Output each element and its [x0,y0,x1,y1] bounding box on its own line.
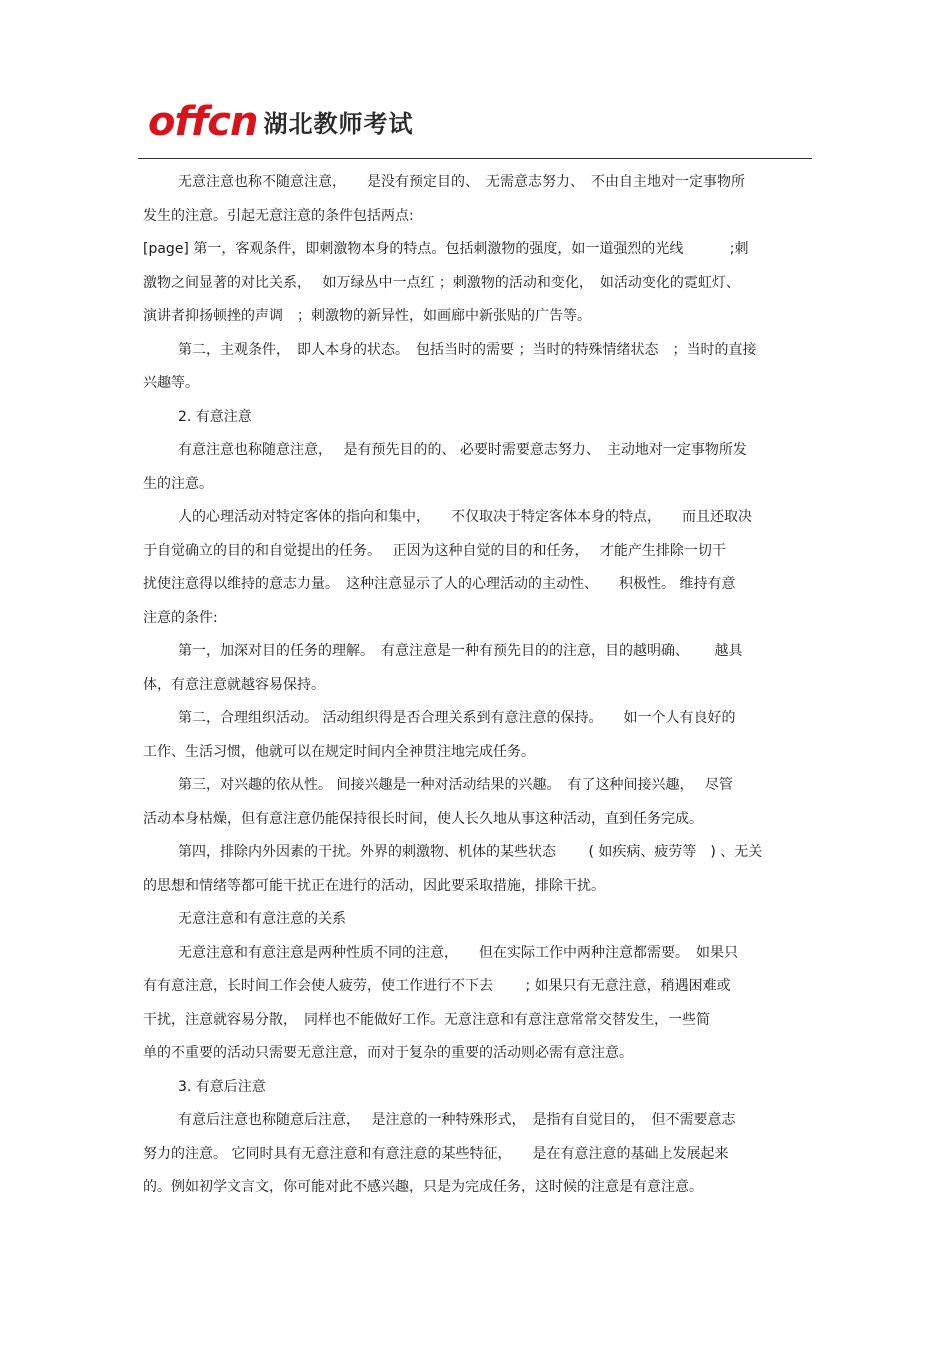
text-line: 无意注意和有意注意的关系 [178,911,346,927]
text-line: 工作、生活习惯，他就可以在规定时间内全神贯注地完成任务。 [143,743,535,760]
text-line: 人的心理活动对特定客体的指向和集中， 不仅取决于特定客体本身的特点， 而且还取决 [178,509,752,525]
text-line: 无意注意和有意注意是两种性质不同的注意， 但在实际工作中两种注意都需要。 如果只 [178,944,738,961]
text-line: [page] 第一，客观条件，即刺激物本身的特点。包括刺激物的强度，如一道强烈的光线 ;刺 [143,241,749,257]
brand-logo: offcn [148,99,258,145]
text-line: 扰使注意得以维持的意志力量。 这种注意显示了人的心理活动的主动性、 积极性。 维持有意 [143,576,736,592]
text-line: 演讲者抑扬顿挫的声调 ；刺激物的新异性，如画廊中新张贴的广告等。 [143,308,591,324]
text-line: 体，有意注意就越容易保持。 [143,676,325,693]
text-line: 第四，排除内外因素的干扰。外界的刺激物、机体的某些状态 ( 如疾病、疲劳等 ) 、无关 [178,844,763,860]
text-line: 于自觉确立的目的和自觉提出的任务。 正因为这种自觉的目的和任务， 才能产生排除一切干 [143,542,726,559]
text-line: 有意后注意也称随意后注意， 是注意的一种特殊形式， 是指有自觉目的， 但不需要意志 [178,1112,736,1128]
text-line: 有意注意也称随意注意， 是有预先目的的、 必要时需要意志努力、 主动地对一定事物所发 [178,442,747,458]
text-line: 3. 有意后注意 [178,1078,266,1095]
text-line: 的思想和情绪等都可能干扰正在进行的活动，因此要采取措施，排除干扰。 [143,877,605,894]
text-line: 无意注意也称不随意注意， 是没有预定目的、 无需意志努力、 不由自主地对一定事物所 [178,174,745,190]
text-line: 干扰，注意就容易分散， 同样也不能做好工作。无意注意和有意注意常常交替发生，一些简 [143,1011,710,1028]
header-divider [138,158,812,159]
text-line: 努力的注意。 它同时具有无意注意和有意注意的某些特征， 是在有意注意的基础上发展起来 [143,1145,729,1162]
text-line: 第一，加深对目的任务的理解。 有意注意是一种有预先目的的注意，目的越明确、 越具 [178,643,743,659]
text-line: 的。例如初学文言文，你可能对此不感兴趣，只是为完成任务，这时候的注意是有意注意。 [143,1179,703,1195]
text-line: 生的注意。 [143,475,213,492]
text-line: 第三，对兴趣的依从性。 间接兴趣是一种对活动结果的兴趣。 有了这种间接兴趣， 尽管 [178,777,733,793]
text-line: 有有意注意，长时间工作会使人疲劳，使工作进行不下去 ; 如果只有无意注意，稍遇困难或 [143,978,731,994]
document-body [143,166,805,1205]
text-line: 第二，主观条件， 即人本身的状态。 包括当时的需要 ；当时的特殊情绪状态 ；当时的直接 [178,341,757,358]
text-line: 2. 有意注意 [178,408,252,425]
text-line: 单的不重要的活动只需要无意注意，而对于复杂的重要的活动则必需有意注意。 [143,1045,633,1061]
text-line: 发生的注意。引起无意注意的条件包括两点: [143,207,414,224]
text-line: 活动本身枯燥，但有意注意仍能保持很长时间，使人长久地从事这种活动，直到任务完成。 [143,810,703,827]
text-line: 兴趣等。 [143,375,199,391]
brand-title: 湖北教师考试 [263,110,414,138]
text-line: 注意的条件: [143,609,218,626]
text-line: 第二，合理组织活动。 活动组织得是否合理关系到有意注意的保持。 如一个人有良好的 [178,710,736,726]
header [148,92,414,145]
text-line: 激物之间显著的对比关系， 如万绿丛中一点红 ；刺激物的活动和变化， 如活动变化的霓虹灯、 [143,274,740,291]
